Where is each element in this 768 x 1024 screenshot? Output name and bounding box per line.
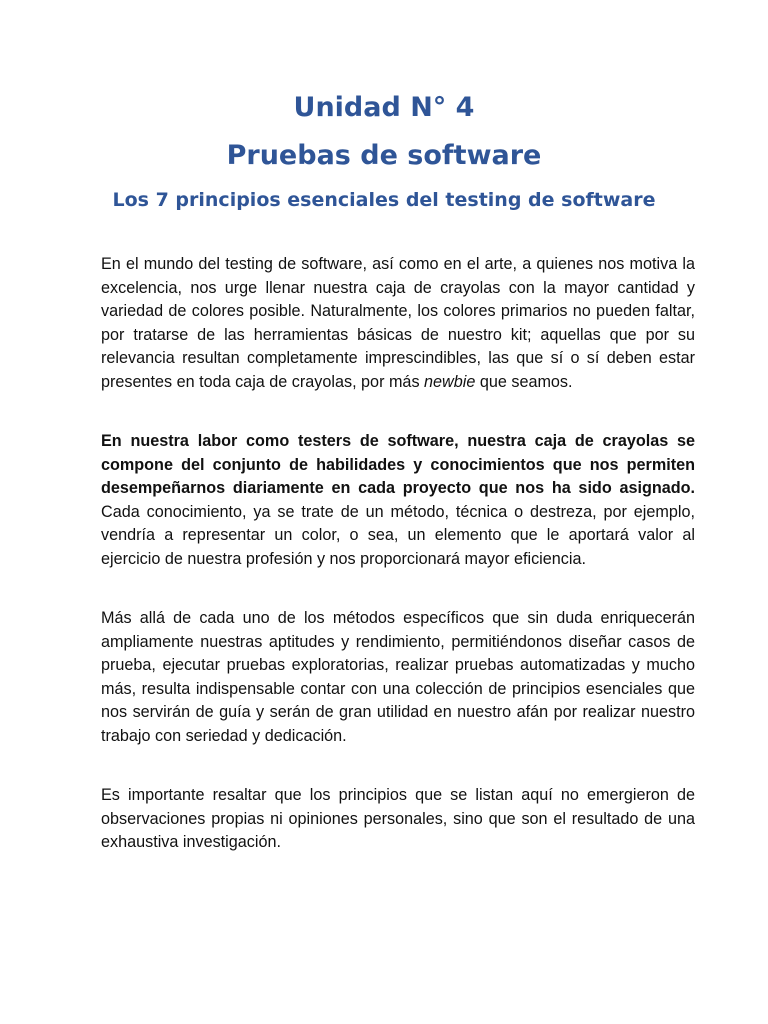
paragraph-crayons-text: Cada conocimiento, ya se trate de un método, técnica o destreza, por ejemplo, vendría a representar un color, o sea, un elemento que le aportará valor al ejercicio de nuestra profesión y nos proporcionará mayor eficiencia. — [101, 502, 695, 568]
paragraph-crayons-bold: En nuestra labor como testers de software, nuestra caja de crayolas se compone del conjunto de habilidades y conocimientos que nos permiten desempeñarnos diariamente en cada proyecto que nos ha sido asignado. — [101, 432, 695, 498]
unit-heading: Unidad N° 4 — [293, 92, 475, 123]
newbie-term: newbie — [424, 372, 476, 391]
paragraph-crayons — [101, 430, 695, 572]
paragraph-intro — [101, 253, 695, 395]
paragraph-principles: Más allá de cada uno de los métodos específicos que sin duda enriquecerán ampliamente nuestras aptitudes y rendimiento, permitiéndonos diseñar casos de prueba, ejecutar pruebas exploratorias, realizar pruebas automatizadas y mucho más, resulta indispensable contar con una colección de principios esenciales que nos servirán de guía y serán de gran utilidad en nuestro afán por realizar nuestro trabajo con seriedad y dedicación. — [101, 609, 695, 745]
main-title: Pruebas de software — [226, 140, 542, 171]
paragraph-research: Es importante resaltar que los principios que se listan aquí no emergieron de observaciones propias ni opiniones personales, sino que son el resultado de una exhaustiva investigación. — [101, 786, 695, 852]
subtitle: Los 7 principios esenciales del testing de software — [112, 189, 656, 211]
paragraph-intro-end: que seamos. — [475, 372, 573, 391]
paragraph-intro-text: En el mundo del testing de software, así como en el arte, a quienes nos motiva la excelencia, nos urge llenar nuestra caja de crayolas con la mayor cantidad y variedad de colores posible. Naturalmente, los colores primarios no pueden faltar, por tratarse de las herramientas básicas de nuestro kit; aquellas que por su relevancia resultan completamente imprescindibles, las que sí o sí deben estar presentes en toda caja de crayolas, por más — [101, 255, 695, 391]
